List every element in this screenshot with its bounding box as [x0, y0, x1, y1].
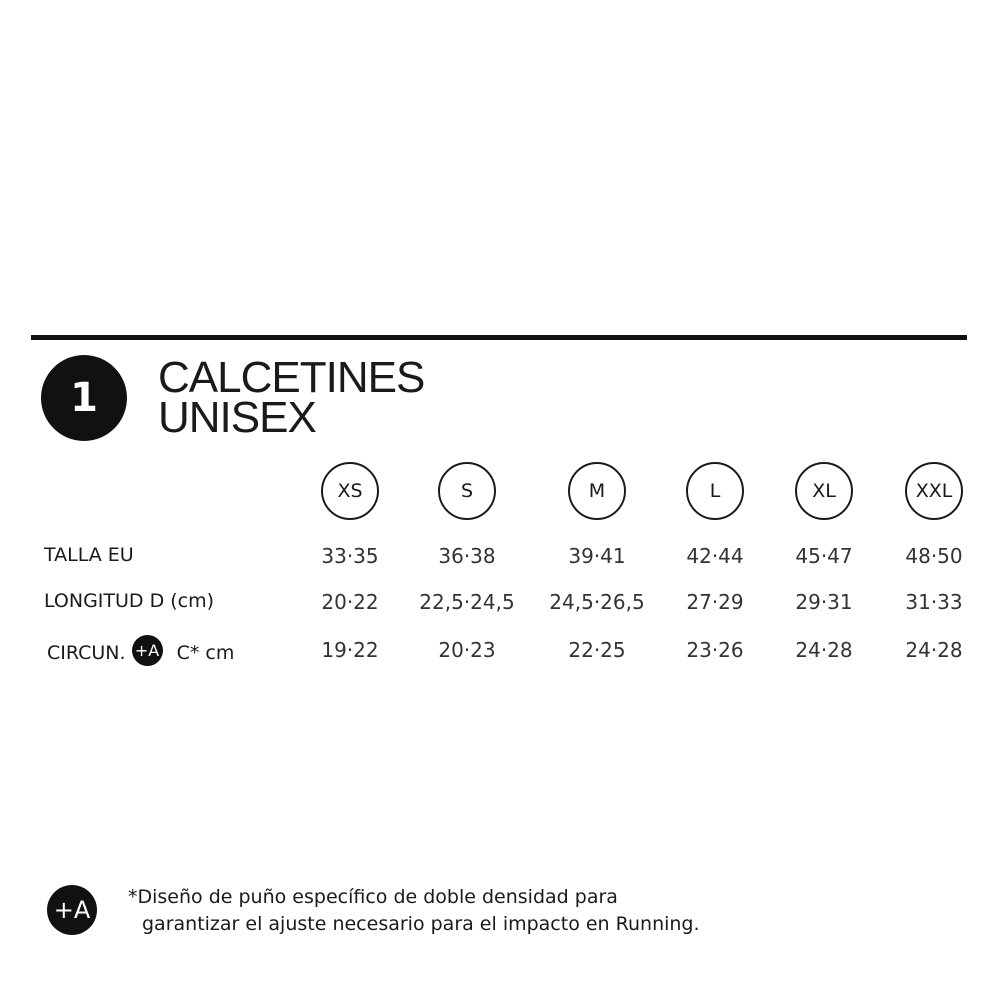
- table-cell: 39·41: [568, 544, 626, 568]
- table-cell: 48·50: [905, 544, 963, 568]
- size-circle-l: L: [686, 462, 744, 520]
- title-line-1: CALCETINES: [158, 353, 425, 402]
- plus-a-badge: +A: [132, 635, 163, 666]
- top-divider: [31, 335, 967, 340]
- table-cell: 20·23: [438, 638, 496, 662]
- size-circle-s: S: [438, 462, 496, 520]
- circun-label-prefix: CIRCUN.: [47, 642, 126, 664]
- table-cell: 20·22: [321, 590, 379, 614]
- table-cell: 19·22: [321, 638, 379, 662]
- table-cell: 23·26: [686, 638, 744, 662]
- table-cell: 42·44: [686, 544, 744, 568]
- footnote-line-1: *Diseño de puño específico de doble densidad para: [128, 886, 618, 908]
- table-cell: 24,5·26,5: [549, 590, 645, 614]
- footnote-line-2: garantizar el ajuste necesario para el impacto en Running.: [142, 913, 700, 935]
- table-cell: 29·31: [795, 590, 853, 614]
- table-cell: 45·47: [795, 544, 853, 568]
- row-label-talla-eu: TALLA EU: [44, 544, 134, 566]
- size-circle-xl: XL: [795, 462, 853, 520]
- table-cell: 22,5·24,5: [419, 590, 515, 614]
- table-cell: 24·28: [905, 638, 963, 662]
- title-line-2: UNISEX: [158, 393, 316, 442]
- circun-label-suffix: C* cm: [176, 642, 235, 664]
- size-circle-m: M: [568, 462, 626, 520]
- size-circle-xxl: XXL: [905, 462, 963, 520]
- footnote-plus-a-badge: +A: [47, 885, 97, 935]
- table-cell: 24·28: [795, 638, 853, 662]
- table-cell: 36·38: [438, 544, 496, 568]
- section-number-badge: 1: [41, 355, 127, 441]
- table-cell: 31·33: [905, 590, 963, 614]
- footnote: [128, 884, 700, 938]
- section-title: [158, 353, 425, 442]
- table-cell: 33·35: [321, 544, 379, 568]
- table-cell: 27·29: [686, 590, 744, 614]
- size-circle-xs: XS: [321, 462, 379, 520]
- row-label-circun: [47, 638, 234, 669]
- row-label-longitud: LONGITUD D (cm): [44, 590, 215, 612]
- table-cell: 22·25: [568, 638, 626, 662]
